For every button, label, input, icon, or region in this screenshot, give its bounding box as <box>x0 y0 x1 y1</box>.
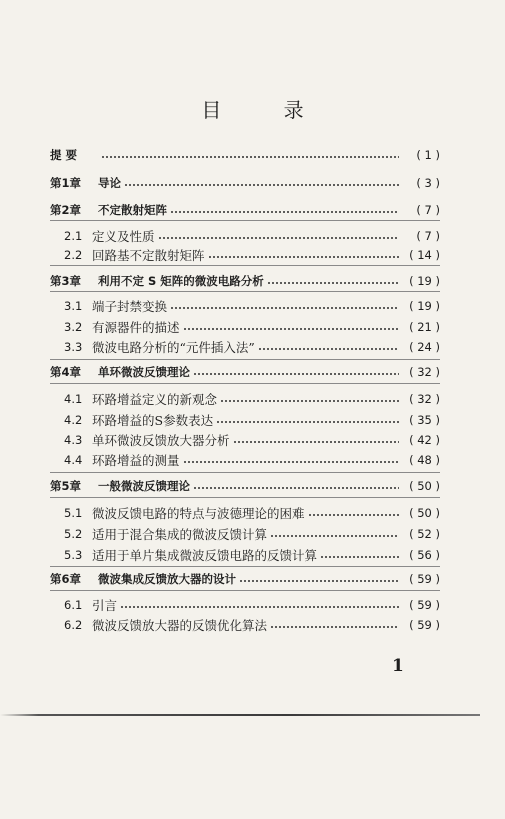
divider <box>50 566 440 567</box>
toc-entry-section-5-2 <box>64 525 440 543</box>
toc-entry-page: ( 52 ) <box>409 527 440 541</box>
toc-entry-title: 有源器件的描述 <box>92 320 180 335</box>
toc-entry-number: 5.1 <box>64 506 83 520</box>
toc-entry-page: ( 42 ) <box>409 433 440 447</box>
toc-entry-title: 环路增益的测量 <box>92 453 180 468</box>
dot-leader <box>170 205 399 215</box>
scan-edge-line <box>0 714 480 716</box>
dot-leader <box>170 301 399 311</box>
toc-entry-number: 2.1 <box>64 229 83 243</box>
toc-entry-title: 适用于单片集成微波反馈电路的反馈计算 <box>92 548 318 563</box>
dot-leader <box>208 250 399 260</box>
toc-entry-section-3-2 <box>64 318 440 336</box>
toc-entry-page: ( 3 ) <box>416 176 440 190</box>
toc-entry-section-4-4 <box>64 451 440 469</box>
toc-entry-number: 第1章 <box>50 176 82 190</box>
toc-entry-number: 第5章 <box>50 479 82 493</box>
toc-entry-section-4-3 <box>64 431 440 449</box>
divider <box>50 265 440 266</box>
toc-entry-section-3-1 <box>64 297 440 315</box>
toc-entry-page: ( 32 ) <box>409 365 440 379</box>
toc-entry-number: 第6章 <box>50 572 82 586</box>
toc-entry-number: 第4章 <box>50 365 82 379</box>
toc-entry-section-4-2 <box>64 411 440 429</box>
dot-leader <box>267 276 399 286</box>
toc-entry-number: 3.3 <box>64 340 83 354</box>
dot-leader <box>308 508 399 518</box>
dot-leader <box>101 150 399 160</box>
toc-entry-page: ( 19 ) <box>409 274 440 288</box>
toc-entry-number: 3.1 <box>64 299 83 313</box>
dot-leader <box>124 178 399 188</box>
divider <box>50 291 440 292</box>
dot-leader <box>220 394 399 404</box>
dot-leader <box>158 231 399 241</box>
page-title: 目 录 <box>201 98 332 122</box>
dot-leader <box>270 620 399 630</box>
dot-leader <box>270 529 399 539</box>
toc-entry-title: 利用不定 S 矩阵的微波电路分析 <box>98 274 264 288</box>
toc-entry-page: ( 50 ) <box>409 506 440 520</box>
toc-entry-section-2-1 <box>64 227 440 245</box>
toc-entry-chapter-4 <box>50 363 440 381</box>
toc-entry-page: ( 1 ) <box>416 148 440 162</box>
toc-entry-number: 5.3 <box>64 548 83 562</box>
toc-entry-section-4-1 <box>64 390 440 408</box>
toc-entry-chapter-2 <box>50 201 440 219</box>
toc-entry-page: ( 7 ) <box>416 229 440 243</box>
toc-entry-title: 引言 <box>92 598 118 613</box>
dot-leader <box>258 342 399 352</box>
toc-entry-title: 环路增益定义的新观念 <box>92 392 218 407</box>
dot-leader <box>193 367 399 377</box>
toc-entry-page: ( 59 ) <box>409 598 440 612</box>
toc-entry-title: 定义及性质 <box>92 229 155 244</box>
divider <box>50 220 440 221</box>
divider <box>50 359 440 360</box>
toc-entry-page: ( 56 ) <box>409 548 440 562</box>
toc-entry-page: ( 32 ) <box>409 392 440 406</box>
toc-entry-number: 4.4 <box>64 453 83 467</box>
divider <box>50 472 440 473</box>
dot-leader <box>216 415 399 425</box>
toc-entry-number: 6.1 <box>64 598 83 612</box>
dot-leader <box>233 435 399 445</box>
toc-entry-chapter-1 <box>50 174 440 192</box>
toc-entry-title: 微波反馈电路的特点与波德理论的困难 <box>92 506 305 521</box>
toc-entry-title: 回路基不定散射矩阵 <box>92 248 205 263</box>
dot-leader <box>193 481 399 491</box>
toc-entry-section-5-1 <box>64 504 440 522</box>
toc-entry-title: 端子封禁变换 <box>92 299 168 314</box>
toc-entry-page: ( 59 ) <box>409 572 440 586</box>
divider <box>50 497 440 498</box>
toc-entry-title: 微波反馈放大器的反馈优化算法 <box>92 618 268 633</box>
toc-entry-chapter-6 <box>50 570 440 588</box>
page-number: 1 <box>392 656 404 676</box>
toc-entry-number: 3.2 <box>64 320 83 334</box>
toc-entry-number: 提 要 <box>50 148 78 162</box>
toc-entry-page: ( 24 ) <box>409 340 440 354</box>
toc-entry-section-5-3 <box>64 546 440 564</box>
dot-leader <box>239 574 399 584</box>
toc-entry-abstract <box>50 146 440 164</box>
toc-entry-number: 6.2 <box>64 618 83 632</box>
toc-entry-page: ( 14 ) <box>409 248 440 262</box>
toc-entry-page: ( 21 ) <box>409 320 440 334</box>
toc-entry-chapter-3 <box>50 272 440 290</box>
divider <box>50 590 440 591</box>
toc-entry-number: 5.2 <box>64 527 83 541</box>
toc-entry-title: 适用于混合集成的微波反馈计算 <box>92 527 268 542</box>
toc-entry-title: 单环微波反馈放大器分析 <box>92 433 230 448</box>
toc-entry-number: 第2章 <box>50 203 82 217</box>
toc-entry-title: 单环微波反馈理论 <box>98 365 190 379</box>
dot-leader <box>183 455 399 465</box>
toc-entry-section-3-3 <box>64 338 440 356</box>
toc-entry-section-2-2 <box>64 246 440 264</box>
toc-entry-section-6-1 <box>64 596 440 614</box>
toc-entry-number: 4.2 <box>64 413 83 427</box>
toc-entry-title: 环路增益的S参数表达 <box>92 413 214 428</box>
toc-entry-page: ( 35 ) <box>409 413 440 427</box>
toc-entry-number: 2.2 <box>64 248 83 262</box>
toc-entry-section-6-2 <box>64 616 440 634</box>
toc-entry-page: ( 48 ) <box>409 453 440 467</box>
dot-leader <box>183 322 399 332</box>
toc-entry-title: 导论 <box>98 176 121 190</box>
divider <box>50 383 440 384</box>
toc-entry-title: 微波集成反馈放大器的设计 <box>98 572 236 586</box>
dot-leader <box>320 550 399 560</box>
toc-entry-page: ( 7 ) <box>416 203 440 217</box>
toc-entry-number: 4.1 <box>64 392 83 406</box>
toc-entry-number: 4.3 <box>64 433 83 447</box>
toc-entry-title: 不定散射矩阵 <box>98 203 167 217</box>
toc-entry-title: 一般微波反馈理论 <box>98 479 190 493</box>
toc-entry-number: 第3章 <box>50 274 82 288</box>
dot-leader <box>120 600 399 610</box>
toc-entry-chapter-5 <box>50 477 440 495</box>
toc-entry-page: ( 50 ) <box>409 479 440 493</box>
toc-entry-title: 微波电路分析的“元件插入法” <box>92 340 255 355</box>
toc-entry-page: ( 19 ) <box>409 299 440 313</box>
toc-entry-page: ( 59 ) <box>409 618 440 632</box>
